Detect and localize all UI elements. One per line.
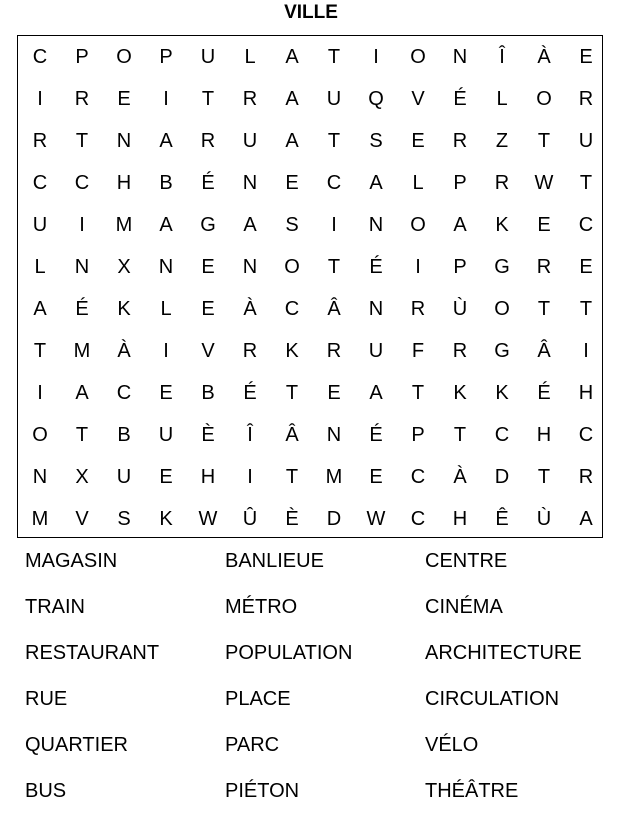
grid-cell[interactable]: T — [453, 424, 467, 446]
grid-cell[interactable]: T — [537, 130, 551, 152]
grid-cell[interactable]: O — [284, 256, 300, 278]
grid-cell[interactable]: E — [579, 256, 593, 278]
grid-cell[interactable]: U — [158, 424, 174, 446]
grid-cell[interactable]: B — [117, 424, 131, 446]
grid-cell[interactable]: T — [285, 382, 299, 404]
grid-cell[interactable]: C — [32, 172, 48, 194]
grid-cell[interactable]: R — [242, 340, 258, 362]
grid-cell[interactable]: R — [578, 88, 594, 110]
grid-cell[interactable]: K — [117, 298, 131, 320]
grid-cell[interactable]: X — [117, 256, 131, 278]
grid-cell[interactable]: W — [366, 508, 386, 530]
grid-cell[interactable]: A — [285, 88, 299, 110]
grid-cell[interactable]: I — [373, 46, 379, 68]
grid-cell[interactable]: N — [452, 46, 468, 68]
grid-cell[interactable]: T — [327, 256, 341, 278]
word-list-item: TRAIN — [25, 596, 85, 618]
grid-cell[interactable]: I — [163, 88, 169, 110]
grid-cell[interactable]: P — [453, 172, 467, 194]
grid-cell[interactable]: N — [368, 298, 384, 320]
word-list — [25, 545, 615, 821]
grid-cell[interactable]: C — [326, 172, 342, 194]
grid-cell[interactable]: M — [325, 466, 343, 488]
grid-cell[interactable]: E — [327, 382, 341, 404]
grid-cell[interactable]: H — [116, 172, 132, 194]
grid-cell[interactable]: C — [32, 46, 48, 68]
grid-cell[interactable]: T — [537, 466, 551, 488]
grid-cell[interactable]: È — [285, 508, 299, 530]
grid-cell[interactable]: É — [537, 382, 551, 404]
grid-cell[interactable]: É — [243, 382, 257, 404]
grid-cell[interactable]: I — [37, 88, 43, 110]
grid-cell[interactable]: À — [537, 46, 551, 68]
word-list-item: MÉTRO — [225, 596, 298, 618]
grid-cell[interactable]: E — [369, 466, 383, 488]
grid-cell[interactable]: A — [33, 298, 47, 320]
grid-cell[interactable]: O — [494, 298, 510, 320]
word-list-item: PIÉTON — [225, 780, 300, 802]
grid-cell[interactable]: C — [578, 214, 594, 236]
word-list-item: THÉÂTRE — [425, 780, 519, 802]
grid-cell[interactable]: E — [285, 172, 299, 194]
word-list-item: PLACE — [225, 688, 291, 710]
grid-cell[interactable]: I — [331, 214, 337, 236]
grid-cell[interactable]: N — [158, 256, 174, 278]
grid-cell[interactable]: C — [410, 466, 426, 488]
grid-cell[interactable]: O — [410, 46, 426, 68]
word-list-item: MAGASIN — [25, 550, 118, 572]
grid-cell[interactable]: M — [115, 214, 133, 236]
grid-cell[interactable]: À — [453, 466, 467, 488]
word-list-item: ARCHITECTURE — [425, 642, 582, 664]
word-list-item: CENTRE — [425, 550, 508, 572]
grid-cell[interactable]: G — [494, 256, 510, 278]
grid-cell[interactable]: A — [75, 382, 89, 404]
grid-cell[interactable]: A — [285, 130, 299, 152]
grid-cell[interactable]: E — [159, 466, 173, 488]
grid-cell[interactable]: À — [243, 298, 257, 320]
grid-cell[interactable]: P — [75, 46, 89, 68]
grid-cell[interactable]: É — [369, 256, 383, 278]
grid-cell[interactable]: O — [536, 88, 552, 110]
grid-cell[interactable]: C — [494, 424, 510, 446]
grid-cell[interactable]: P — [411, 424, 425, 446]
grid-cell[interactable]: O — [410, 214, 426, 236]
word-list-item: RESTAURANT — [25, 642, 160, 664]
puzzle-title: VILLE — [284, 2, 338, 23]
grid-cell[interactable]: R — [452, 340, 468, 362]
grid-cell[interactable]: U — [116, 466, 132, 488]
word-list-item: CINÉMA — [425, 596, 503, 618]
grid-cell[interactable]: Î — [499, 46, 505, 68]
word-list-item: VÉLO — [425, 734, 479, 756]
grid-cell[interactable]: C — [284, 298, 300, 320]
grid-cell[interactable]: P — [159, 46, 173, 68]
grid-cell[interactable]: Ù — [536, 508, 552, 530]
grid-cell[interactable]: T — [411, 382, 425, 404]
grid-cell[interactable]: V — [411, 88, 425, 110]
grid-cell[interactable]: I — [247, 466, 253, 488]
grid-cell[interactable]: K — [453, 382, 467, 404]
word-list-item: CIRCULATION — [425, 688, 560, 710]
grid-cell[interactable]: R — [536, 256, 552, 278]
grid-cell[interactable]: A — [159, 130, 173, 152]
grid-cell[interactable]: U — [32, 214, 48, 236]
grid-cell[interactable]: R — [578, 466, 594, 488]
grid-cell[interactable]: S — [369, 130, 383, 152]
grid-cell[interactable]: É — [75, 298, 89, 320]
grid-cell[interactable]: U — [326, 88, 342, 110]
grid-cell[interactable]: C — [74, 172, 90, 194]
grid-cell[interactable]: P — [453, 256, 467, 278]
grid-cell[interactable]: X — [75, 466, 89, 488]
grid-cell[interactable]: T — [285, 466, 299, 488]
grid-cell[interactable]: I — [583, 340, 589, 362]
grid-cell[interactable]: R — [242, 88, 258, 110]
grid-cell[interactable]: N — [368, 214, 384, 236]
grid-cell[interactable]: E — [411, 130, 425, 152]
grid-cell[interactable]: A — [369, 172, 383, 194]
grid-cell[interactable]: À — [117, 340, 131, 362]
grid-cell[interactable]: T — [33, 340, 47, 362]
grid-cell[interactable]: L — [160, 298, 172, 320]
grid-cell[interactable]: N — [242, 256, 258, 278]
grid-cell[interactable]: R — [326, 340, 342, 362]
grid-cell[interactable]: R — [74, 88, 90, 110]
grid-cell[interactable]: R — [410, 298, 426, 320]
grid-cell[interactable]: T — [75, 130, 89, 152]
grid-cell[interactable]: D — [326, 508, 342, 530]
word-list-item: PARC — [225, 734, 280, 756]
grid-cell[interactable]: F — [411, 340, 425, 362]
grid-cell[interactable]: H — [452, 508, 468, 530]
grid-cell[interactable]: L — [34, 256, 46, 278]
grid-cell[interactable]: R — [494, 172, 510, 194]
grid-cell[interactable]: C — [578, 424, 594, 446]
grid-cell[interactable]: U — [200, 46, 216, 68]
grid-cell[interactable]: O — [116, 46, 132, 68]
grid-cell[interactable]: É — [369, 424, 383, 446]
grid-cell[interactable]: I — [163, 340, 169, 362]
grid-cell[interactable]: Â — [537, 340, 551, 362]
grid-cell[interactable]: A — [579, 508, 593, 530]
grid-cell[interactable]: K — [495, 382, 509, 404]
grid-cell[interactable]: H — [578, 382, 594, 404]
grid-cell[interactable]: K — [495, 214, 509, 236]
grid-cell[interactable]: O — [32, 424, 48, 446]
grid-cell[interactable]: S — [117, 508, 131, 530]
grid-cell[interactable]: N — [32, 466, 48, 488]
grid-cell[interactable]: E — [117, 88, 131, 110]
grid-cell[interactable]: L — [496, 88, 508, 110]
grid-cell[interactable]: Z — [495, 130, 509, 152]
grid-cell[interactable]: A — [159, 214, 173, 236]
grid-cell[interactable]: T — [327, 130, 341, 152]
letter-grid-frame — [17, 35, 603, 538]
grid-cell[interactable]: K — [159, 508, 173, 530]
grid-cell[interactable]: E — [537, 214, 551, 236]
grid-cell[interactable]: C — [410, 508, 426, 530]
grid-cell[interactable]: T — [537, 298, 551, 320]
grid-cell[interactable]: K — [285, 340, 299, 362]
grid-cell[interactable]: A — [285, 46, 299, 68]
grid-cell[interactable]: D — [494, 466, 510, 488]
grid-cell[interactable]: A — [243, 214, 257, 236]
grid-cell[interactable]: B — [201, 382, 215, 404]
letter-grid — [19, 36, 607, 540]
grid-cell[interactable]: A — [453, 214, 467, 236]
grid-cell[interactable]: I — [37, 382, 43, 404]
grid-cell[interactable]: H — [200, 466, 216, 488]
grid-cell[interactable]: Â — [285, 424, 299, 446]
grid-cell[interactable]: G — [494, 340, 510, 362]
grid-cell[interactable]: Û — [242, 508, 258, 530]
grid-cell[interactable]: T — [579, 172, 593, 194]
grid-cell[interactable]: B — [159, 172, 173, 194]
grid-cell[interactable]: T — [327, 46, 341, 68]
grid-cell[interactable]: W — [198, 508, 218, 530]
grid-cell[interactable]: S — [285, 214, 299, 236]
grid-cell[interactable]: R — [452, 130, 468, 152]
grid-cell[interactable]: N — [326, 424, 342, 446]
grid-cell[interactable]: U — [578, 130, 594, 152]
grid-cell[interactable]: V — [75, 508, 89, 530]
grid-cell[interactable]: M — [31, 508, 49, 530]
grid-cell[interactable]: I — [415, 256, 421, 278]
grid-cell[interactable]: C — [116, 382, 132, 404]
grid-cell[interactable]: N — [116, 130, 132, 152]
grid-cell[interactable]: N — [74, 256, 90, 278]
grid-cell[interactable]: W — [534, 172, 554, 194]
grid-cell[interactable]: G — [200, 214, 216, 236]
grid-cell[interactable]: Î — [247, 424, 253, 446]
grid-cell[interactable]: R — [200, 130, 216, 152]
word-list-item: BUS — [25, 780, 67, 802]
word-list-item: BANLIEUE — [225, 550, 324, 572]
grid-cell[interactable]: Â — [327, 298, 341, 320]
grid-cell[interactable]: È — [201, 424, 215, 446]
grid-cell[interactable]: T — [75, 424, 89, 446]
grid-cell[interactable]: H — [536, 424, 552, 446]
grid-cell[interactable]: E — [579, 46, 593, 68]
grid-cell[interactable]: T — [201, 88, 215, 110]
word-list-item: POPULATION — [225, 642, 353, 664]
grid-cell[interactable]: A — [369, 382, 383, 404]
grid-cell[interactable]: U — [368, 340, 384, 362]
grid-cell[interactable]: L — [412, 172, 424, 194]
word-list-item: QUARTIER — [25, 734, 128, 756]
grid-cell[interactable]: V — [201, 340, 215, 362]
grid-cell[interactable]: N — [242, 172, 258, 194]
grid-cell[interactable]: E — [159, 382, 173, 404]
grid-cell[interactable]: E — [201, 298, 215, 320]
grid-cell[interactable]: É — [453, 88, 467, 110]
grid-cell[interactable]: É — [201, 172, 215, 194]
word-list-item: RUE — [25, 688, 68, 710]
grid-cell[interactable]: Q — [368, 88, 384, 110]
grid-cell[interactable]: U — [242, 130, 258, 152]
grid-cell[interactable]: R — [32, 130, 48, 152]
grid-cell[interactable]: M — [73, 340, 91, 362]
grid-cell[interactable]: Ê — [495, 508, 509, 530]
grid-cell[interactable]: T — [579, 298, 593, 320]
grid-cell[interactable]: I — [79, 214, 85, 236]
grid-cell[interactable]: Ù — [452, 298, 468, 320]
grid-cell[interactable]: E — [201, 256, 215, 278]
grid-cell[interactable]: L — [244, 46, 256, 68]
